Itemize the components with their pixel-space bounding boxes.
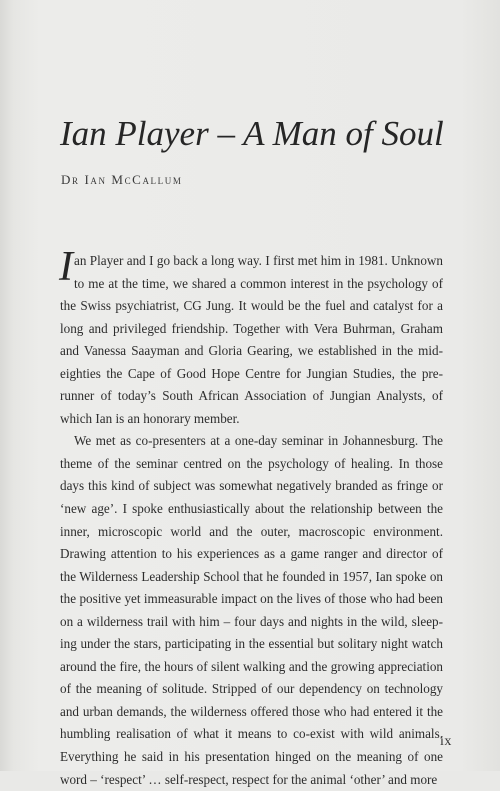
- drop-cap: I: [59, 244, 73, 290]
- chapter-author: Dr Ian McCallum: [61, 172, 183, 187]
- chapter-body: [59, 244, 443, 791]
- paragraph-1: [59, 244, 443, 430]
- paragraph-2: We met as co-presenters at a one-day seminar in Johannesburg. The theme of the seminar centred on the psychology of healing. In those days this kind of subject was somewhat negatively branded as fringe or ‘new age’. I spoke enthusiastically about the relationship between the inner, microscopic world and the outer, macroscopic environment. Drawing attention to his experiences as a game ranger and director of the Wilderness Leadership School that he founded in 1957, Ian spoke on the positive yet immeasurable impact on the lives of those who had been on a wilderness trail with him – four days and nights in the wild, sleep-ing under the stars, participating in the essential but solitary night watch around the fire, the hours of silent walking and the growing appreciation of the meaning of solitude. Stripped of our dependency on technology and urban demands, the wilderness offered those who had entered it the humbling realisation of what it means to co-exist with wild animals. Everything he said in his presentation hinged on the meaning of one word – ‘respect’ … self-respect, respect for the animal ‘other’ and more: [60, 433, 443, 787]
- paragraph-1-text: an Player and I go back a long way. I first met him in 1981. Unknown to me at the time, we shared a common interest in the psychology of the Swiss psychiatrist, CG Jung. It would be the fuel and catalyst for a long and privileged friendship. Together with Vera Buhrman, Graham and Vanessa Saayman and Gloria Gearing, we established in the mid-eighties the Cape of Good Hope Centre for Jungian Studies, the pre-runner of today’s South African Association of Jungian Analysts, of which Ian is an honorary member.: [60, 253, 443, 426]
- chapter-title: Ian Player – A Man of Soul: [60, 114, 444, 153]
- page-number: ix: [440, 734, 452, 749]
